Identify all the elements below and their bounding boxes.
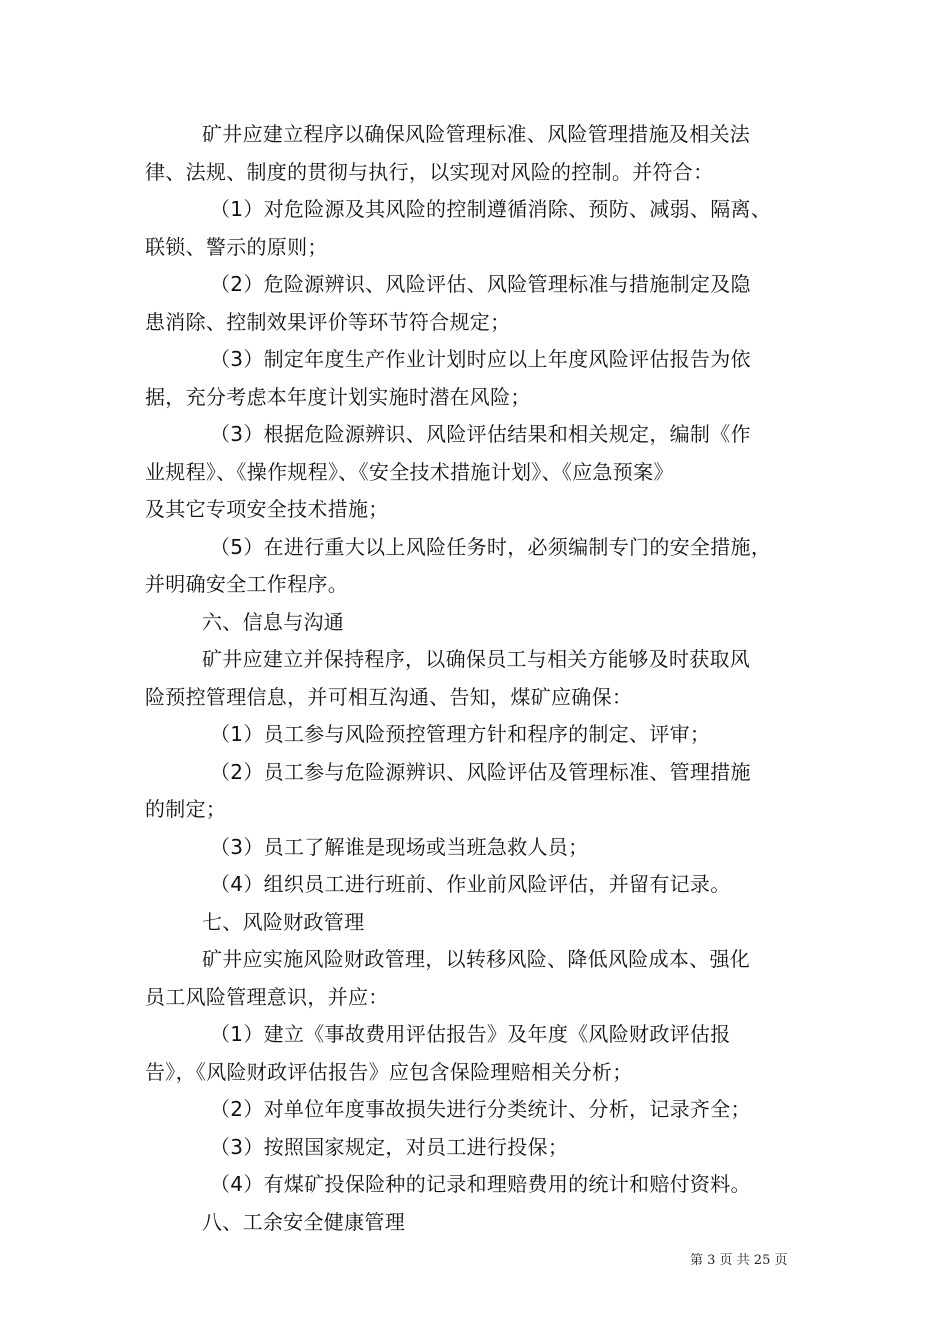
- paragraph-line: 业规程》、《操作规程》、《安全技术措施计划》、《应急预案》: [145, 459, 674, 484]
- section-heading: 八、工余安全健康管理: [202, 1209, 405, 1234]
- paragraph-line: 矿井应建立并保持程序，以确保员工与相关方能够及时获取风: [202, 647, 751, 671]
- list-item-line: （1）建立《事故费用评估报告》及年度《风险财政评估报: [210, 1022, 731, 1046]
- list-item-line: （3）按照国家规定，对员工进行投保；: [210, 1134, 569, 1159]
- list-item-line: （2）员工参与危险源辨识、风险评估及管理标准、管理措施: [210, 759, 751, 784]
- list-item-line: （3）根据危险源辨识、风险评估结果和相关规定，编制《作: [210, 422, 751, 446]
- list-item-line: （5）在进行重大以上风险任务时，必须编制专门的安全措施，: [210, 534, 772, 559]
- list-item-line: （2）危险源辨识、风险评估、风险管理标准与措施制定及隐: [210, 272, 751, 296]
- paragraph-line: 员工风险管理意识，并应：: [145, 984, 389, 1009]
- section-heading: 六、信息与沟通: [202, 609, 345, 634]
- paragraph-line: 律、法规、制度的贯彻与执行，以实现对风险的控制。并符合：: [145, 159, 714, 184]
- paragraph-line: 患消除、控制效果评价等环节符合规定；: [145, 309, 511, 334]
- list-item-line: （4）有煤矿投保险种的记录和理赔费用的统计和赔付资料。: [210, 1172, 751, 1196]
- paragraph-line: 并明确安全工作程序。: [145, 572, 348, 596]
- page-number: 第 3 页 共 25 页: [690, 1253, 788, 1268]
- paragraph-line: 及其它专项安全技术措施；: [145, 497, 389, 521]
- paragraph-line: 据，充分考虑本年度计划实施时潜在风险；: [145, 384, 531, 409]
- paragraph-line: 矿井应建立程序以确保风险管理标准、风险管理措施及相关法: [202, 122, 751, 146]
- paragraph-line: 的制定；: [145, 797, 227, 821]
- paragraph-line: 险预控管理信息，并可相互沟通、告知，煤矿应确保：: [145, 684, 633, 709]
- paragraph-line: 矿井应实施风险财政管理，以转移风险、降低风险成本、强化: [202, 947, 751, 971]
- list-item-line: （1）员工参与风险预控管理方针和程序的制定、评审；: [210, 722, 711, 746]
- paragraph-line: 告》，《风险财政评估报告》应包含保险理赔相关分析；: [145, 1059, 633, 1084]
- list-item-line: （4）组织员工进行班前、作业前风险评估，并留有记录。: [210, 872, 731, 896]
- document-body: [145, 116, 825, 1241]
- paragraph-line: 联锁、警示的原则；: [145, 234, 328, 259]
- list-item-line: （2）对单位年度事故损失进行分类统计、分析，记录齐全；: [210, 1097, 751, 1121]
- list-item-line: （1）对危险源及其风险的控制遵循消除、预防、减弱、隔离、: [210, 197, 772, 221]
- list-item-line: （3）制定年度生产作业计划时应以上年度风险评估报告为依: [210, 347, 751, 371]
- section-heading: 七、风险财政管理: [202, 909, 365, 934]
- list-item-line: （3）员工了解谁是现场或当班急救人员；: [210, 834, 589, 859]
